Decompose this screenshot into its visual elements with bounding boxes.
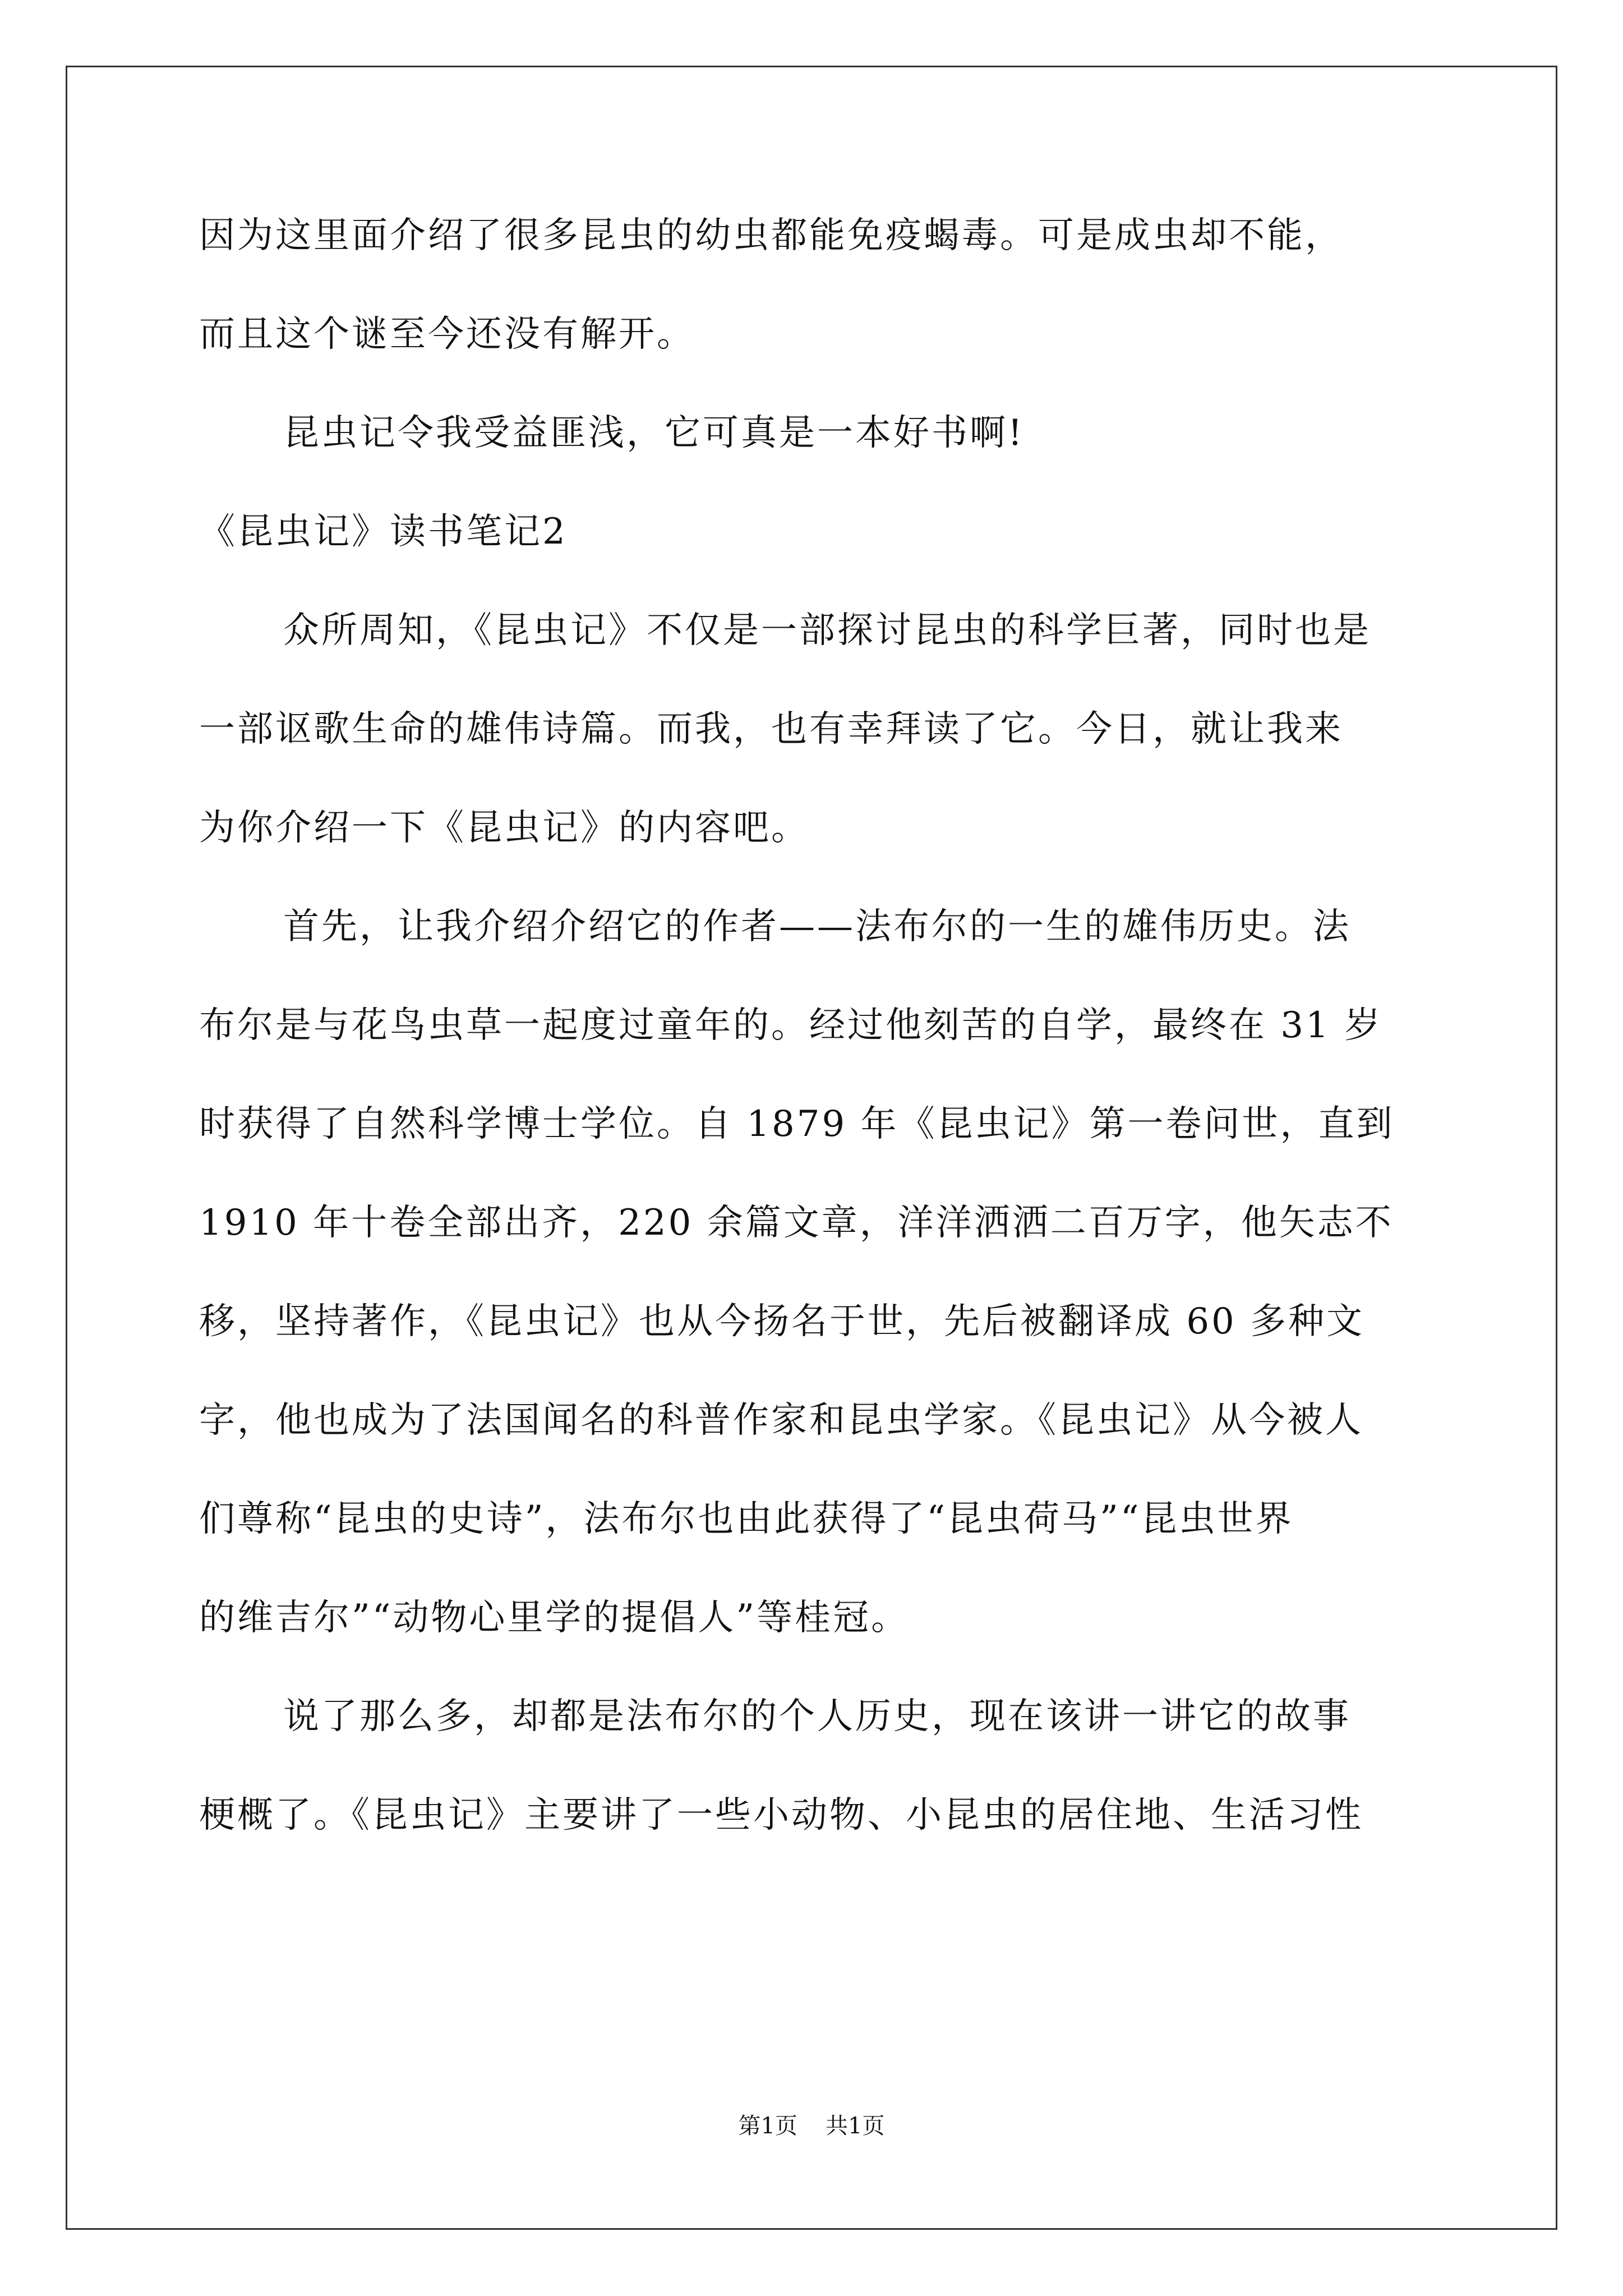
paragraph-line: 说了那么多，却都是法布尔的个人历史，现在该讲一讲它的故事 xyxy=(283,1696,1351,1737)
paragraph-line: 首先，让我介绍介绍它的作者——法布尔的一生的雄伟历史。法 xyxy=(283,906,1351,947)
paragraph-line: 字，他也成为了法国闻名的科普作家和昆虫学家。《昆虫记》从今被人 xyxy=(199,1400,1363,1441)
paragraph-line: 而且这个谜至今还没有解开。 xyxy=(199,314,695,355)
paragraph-line: 布尔是与花鸟虫草一起度过童年的。经过他刻苦的自学，最终在 31 岁 xyxy=(199,1005,1383,1046)
paragraph-line: 1910 年十卷全部出齐，220 余篇文章，洋洋洒洒二百万字，他矢志不 xyxy=(199,1202,1394,1244)
paragraph-line: 的维吉尔”“动物心里学的提倡人”等桂冠。 xyxy=(199,1597,910,1639)
page-number: 第1页 xyxy=(738,2113,797,2139)
paragraph-line: 们尊称“昆虫的史诗”，法布尔也由此获得了“昆虫荷马”“昆虫世界 xyxy=(199,1498,1294,1540)
paragraph-line: 为你介绍一下《昆虫记》的内容吧。 xyxy=(199,807,809,849)
paragraph-line: 一部讴歌生命的雄伟诗篇。而我，也有幸拜读了它。今日，就让我来 xyxy=(199,708,1343,750)
section-heading: 《昆虫记》读书笔记2 xyxy=(199,511,568,553)
paragraph-line: 众所周知，《昆虫记》不仅是一部探讨昆虫的科学巨著，同时也是 xyxy=(283,610,1371,651)
paragraph-line: 因为这里面介绍了很多昆虫的幼虫都能免疫蝎毒。可是成虫却不能， xyxy=(199,215,1343,256)
paragraph-line: 移，坚持著作，《昆虫记》也从今扬名于世，先后被翻译成 60 多种文 xyxy=(199,1301,1365,1342)
paragraph-line: 时获得了自然科学博士学位。自 1879 年《昆虫记》第一卷问世，直到 xyxy=(199,1103,1395,1145)
page-total: 共1页 xyxy=(826,2113,885,2139)
paragraph-line: 梗概了。《昆虫记》主要讲了一些小动物、小昆虫的居住地、生活习性 xyxy=(199,1795,1363,1836)
paragraph-line: 昆虫记令我受益匪浅，它可真是一本好书啊! xyxy=(283,412,1025,454)
page-footer xyxy=(0,2109,1623,2143)
